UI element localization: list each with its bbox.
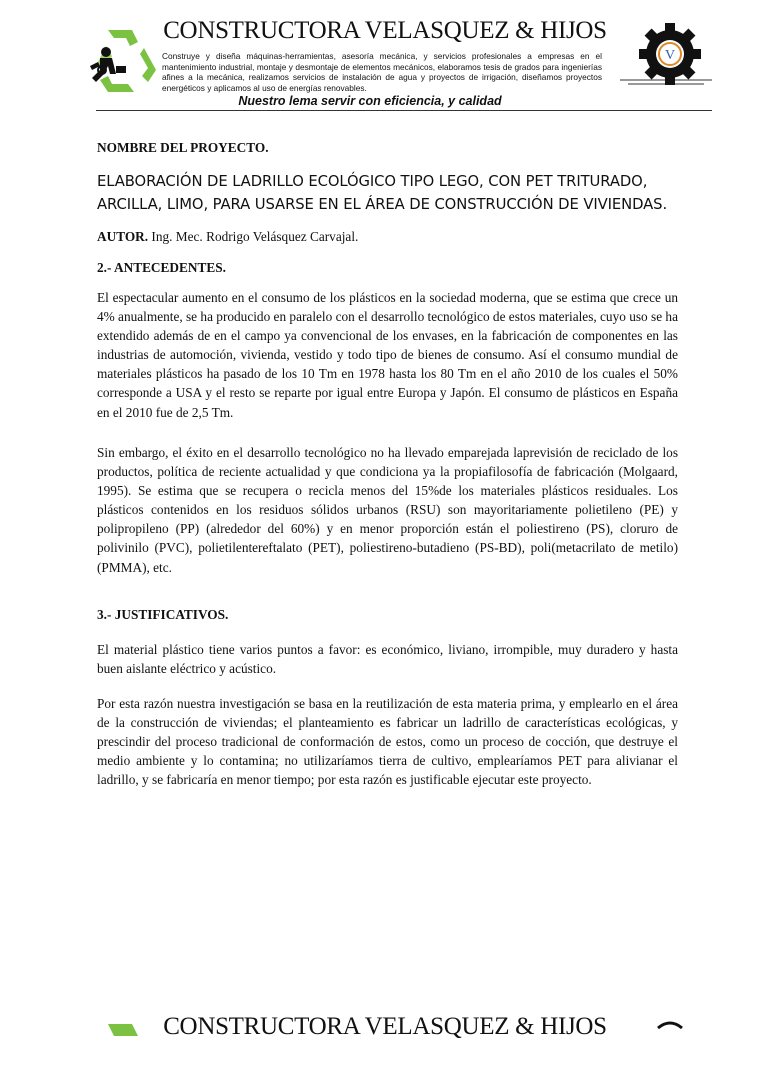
section-2-heading: 2.- ANTECEDENTES. xyxy=(97,260,226,275)
page-header xyxy=(0,0,768,115)
section-2-paragraph-2: Sin embargo, el éxito en el desarrollo tecnológico no ha llevado emparejada laprevisión de reciclado de los productos, política de reciente actualidad y que condiciona ya la propiafilosofía de fabricación (Molgaard, 1995). Se estima que se recupera o recicla menos del 15%de los materiales plásticos residuales. Los plásticos contenidos en los residuos sólidos urbanos (RSU) son mayoritariamente polietileno (PE) y polipropileno (PP) (alrededor del 60%) y en menor proporción están el poliestireno (PS), cloruro de polivinilo (PVC), polietilentereftalato (PET), poliestireno-butadieno (PS-BD), poli(metacrilato de metilo) (PMMA), etc. xyxy=(97,445,678,575)
company-description: Construye y diseña máquinas-herramientas, asesoría mecánica, y servicios profesionales a empresas en el mantenimiento industrial, montaje y desmontaje de elementos mecánicos, elaboramos tesis de grados para ingenierías afines a la mecánica, realizamos servicios de instalación de agua y proyectos de irrigación, diseñamos proyectos energéticos y aplicamos al uso de energías renovables. xyxy=(162,51,602,93)
author-line xyxy=(97,229,358,245)
author-label: AUTOR. xyxy=(97,229,149,244)
logo-letter: V xyxy=(664,48,676,63)
author-name: Ing. Mec. Rodrigo Velásquez Carvajal. xyxy=(148,229,359,244)
company-motto: Nuestro lema servir con eficiencia, y calidad xyxy=(238,94,502,108)
section-3-paragraph-2: Por esta razón nuestra investigación se basa en la reutilización de esta materia prima, y emplearlo en el área de la construcción de viviendas; el planteamiento es fabricar un ladrillo de características ecológicas, y prescindir del proceso tradicional de conformación de estos, como un proceso de cocción, que destruye el medio ambiente y lo contamina; no utilizaríamos tierra de cultivo, emplearíamos PET para alivianar el ladrillo, y se fabricaría en menor tiempo; por esta razón es justificable ejecutar este proyecto. xyxy=(97,696,678,788)
recycle-logo-icon xyxy=(86,1016,166,1092)
gear-v-logo-icon xyxy=(620,20,712,96)
company-name: CONSTRUCTORA VELASQUEZ & HIJOS xyxy=(163,17,607,44)
next-page-header xyxy=(0,1004,768,1040)
section-2-paragraph-1: El espectacular aumento en el consumo de los plásticos en la sociedad moderna, que se estima que crece un 4% anualmente, se ha producido en paralelo con el desarrollo tecnológico de estos materiales, cuyo uso se ha extendido además de en el campo ya convencional de los envases, en la fabricación de componentes en las industrias de automoción, vivienda, vestido y todo tipo de bienes de consumo. Así el consumo mundial de materiales plásticos ha pasado de los 10 Tm en 1978 hasta los 80 Tm en el año 2010 de los cuales el 50% corresponde a USA y el resto se reparte por igual entre Europa y Japón. El consumo de plásticos en España en el 2010 fue de 2,5 Tm. xyxy=(97,290,678,420)
section-3-paragraph-1: El material plástico tiene varios puntos a favor: es económico, liviano, irrompible, muy duradero y hasta buen aislante eléctrico y acústico. xyxy=(97,642,678,677)
section-3-heading: 3.- JUSTIFICATIVOS. xyxy=(97,607,229,622)
project-title: ELABORACIÓN DE LADRILLO ECOLÓGICO TIPO LEGO, CON PET TRITURADO, ARCILLA, LIMO, PARA USARSE EN EL ÁREA DE CONSTRUCCIÓN DE VIVIENDAS. xyxy=(97,173,668,213)
header-divider xyxy=(96,110,712,111)
project-heading: NOMBRE DEL PROYECTO. xyxy=(97,140,269,155)
next-page-company-name: CONSTRUCTORA VELASQUEZ & HIJOS xyxy=(163,1013,607,1040)
recycle-worker-logo-icon xyxy=(86,22,166,98)
gear-logo-icon xyxy=(620,1014,712,1090)
